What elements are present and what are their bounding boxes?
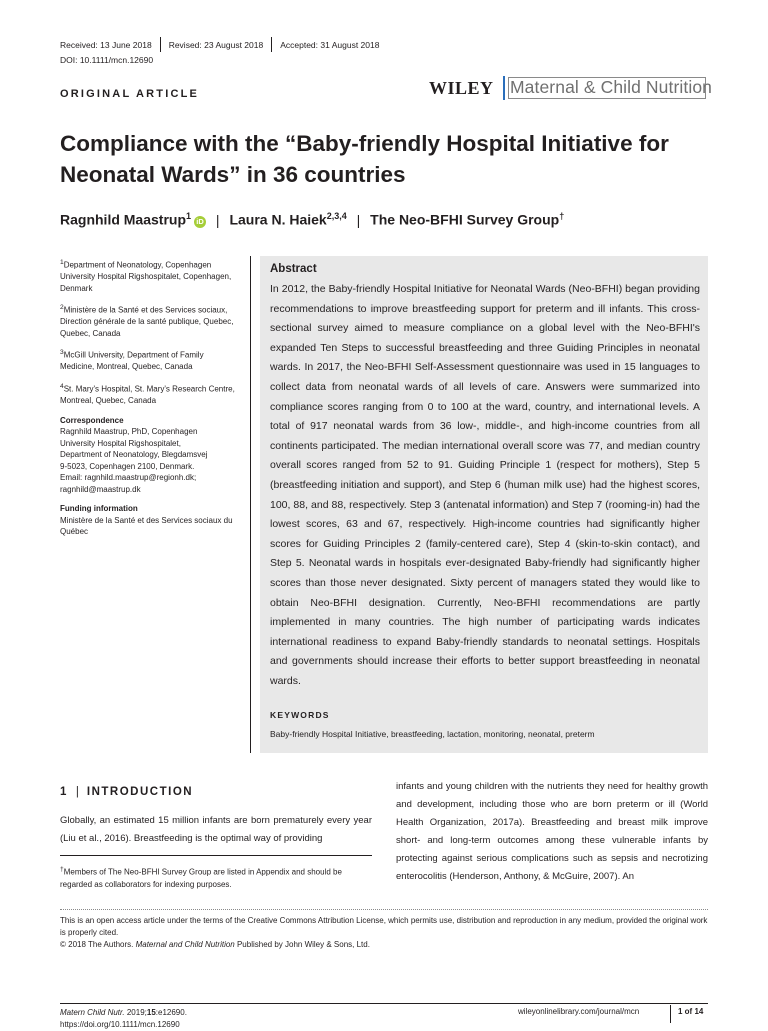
footer-separator: [670, 1005, 671, 1023]
orcid-icon[interactable]: iD: [194, 216, 206, 228]
section-title: INTRODUCTION: [86, 786, 194, 798]
journal-name: Maternal & Child Nutrition: [510, 77, 712, 97]
citation-year: 2019;: [124, 1008, 147, 1017]
citation-volume: 15: [146, 1008, 156, 1017]
author-affiliation-mark: 2,3,4: [326, 211, 347, 221]
footnote-text: Members of The Neo-BFHI Survey Group are listed in Appendix and should be regarded as collaborators for indexing purposes.: [60, 867, 342, 889]
body-text-left: Globally, an estimated 15 million infants are born prematurely every year (Liu et al., 2016). Breastfeeding is the optimal way of providing: [60, 815, 372, 844]
correspondence-email-line[interactable]: ragnhild@maastrup.dk: [60, 484, 141, 494]
author-name[interactable]: Laura N. Haiek: [229, 211, 327, 228]
correspondence-heading: Correspondence: [60, 415, 124, 425]
correspondence-details: [60, 426, 240, 495]
history-divider: [160, 37, 161, 52]
author-separator: |: [356, 211, 361, 228]
affiliation: [60, 347, 240, 373]
doi: DOI: 10.1111/mcn.12690: [60, 55, 154, 65]
author-affiliation-mark: 1: [186, 211, 192, 221]
citation: [60, 1007, 187, 1031]
abstract-heading: Abstract: [270, 263, 317, 275]
column-rule: [250, 256, 251, 753]
article-history: [60, 37, 379, 52]
accepted-date: Accepted: 31 August 2018: [280, 39, 380, 50]
affiliation: [60, 302, 240, 339]
affiliation-text: Department of Neonatology, Copenhagen University Hospital Rigshospitalet, Copenhagen, Denmark: [60, 260, 232, 293]
correspondence-line: University Hospital Rigshospitalet,: [60, 438, 181, 448]
copyright-suffix: Published by John Wiley & Sons, Ltd.: [234, 940, 370, 949]
citation-article: :e12690.: [155, 1008, 187, 1017]
keywords-heading: KEYWORDS: [270, 710, 330, 720]
author-separator: |: [215, 211, 220, 228]
author-list: [60, 211, 564, 228]
copyright-journal: Maternal and Child Nutrition: [135, 940, 235, 949]
affiliation-number: 2: [60, 304, 64, 312]
journal-site-link[interactable]: wileyonlinelibrary.com/journal/mcn: [518, 1007, 640, 1016]
abstract-text: In 2012, the Baby-friendly Hospital Initiative for Neonatal Wards (Neo-BFHI) began providing recommendations to improve breastfeeding support for preterm and ill infants. This cross-sectional survey aimed to measure compliance on a global level with the Neo-BFHI's expanded Ten Steps to successful breastfeeding and three Guiding Principles in neonatal wards. In 2017, the Neo-BFHI Self-Assessment questionnaire was used in 15 languages to collect data from neonatal wards of all levels of care. Answers were summarized into compliance scores ranging from 0 to 100 at the ward, country, and international levels. A total of 917 neonatal wards from 36 low-, middle-, and high-income countries from all continents participated. The median international overall score was 77, and median country overall scores ranged from 52 to 91. Guiding Principle 1 (respect for mothers), Step 5 (breastfeeding initiation and support), and Step 6 (human milk use) had the highest scores, 100, 88, and 88, respectively. Step 3 (antenatal information) and Step 7 (rooming-in) had the lowest scores, 63 and 67, respectively. High-income countries had significantly higher scores for Guiding Principles 2 (family-centered care), Step 4 (skin-to-skin contact), and Step 5. Neonatal wards in hospitals ever-designated Baby-friendly had significantly higher scores than those never designated. Sixty percent of managers stated they would like to obtain Neo-BFHI designation. Currently, Neo-BFHI recommendations are partly implemented in many countries. The high number of participating wards indicates international readiness to expand Baby-friendly standards to neonatal settings. Hospitals and governments should increase their efforts to better support breastfeeding in neonatal wards.: [270, 283, 700, 687]
footer-rule: [60, 1003, 708, 1004]
affiliation-text: McGill University, Department of Family Medicine, Montreal, Quebec, Canada: [60, 350, 204, 372]
publisher-logo: WILEY: [429, 78, 494, 98]
correspondence-line: Department of Neonatology, Blegdamsvej: [60, 450, 208, 460]
article-title: Compliance with the “Baby-friendly Hospital Initiative for Neonatal Wards” in 36 countries: [60, 131, 669, 187]
footnote: [60, 864, 372, 891]
citation-journal: Matern Child Nutr.: [60, 1008, 125, 1017]
keywords-text: Baby-friendly Hospital Initiative, breastfeeding, lactation, monitoring, neonatal, preterm: [270, 729, 595, 739]
section-number: 1: [60, 786, 68, 798]
author-name[interactable]: The Neo-BFHI Survey Group: [370, 211, 560, 228]
correspondence-email-line[interactable]: Email: ragnhild.maastrup@regionh.dk;: [60, 473, 197, 483]
correspondence-line: Ragnhild Maastrup, PhD, Copenhagen: [60, 427, 198, 437]
affiliation: [60, 257, 240, 294]
footnote-mark: †: [60, 866, 64, 873]
copyright-line: [60, 939, 710, 951]
license-text: This is an open access article under the terms of the Creative Commons Attribution License, which permits use, distribution and reproduction in any medium, provided the original work is properly cited.: [60, 916, 708, 937]
affiliation: [60, 381, 240, 407]
affiliations-column: [60, 257, 240, 546]
copyright-prefix: © 2018 The Authors.: [60, 940, 136, 949]
funding-text: Ministère de la Santé et des Services sociaux du Québec: [60, 515, 233, 537]
affiliation-number: 3: [60, 349, 64, 357]
section-heading: [60, 786, 193, 798]
revised-date: Revised: 23 August 2018: [168, 39, 264, 50]
affiliation-number: 4: [60, 382, 64, 390]
author-affiliation-mark: †: [559, 211, 565, 221]
affiliation-text: St. Mary's Hospital, St. Mary's Research Centre, Montreal, Quebec, Canada: [60, 384, 235, 406]
correspondence-line: 9-5023, Copenhagen 2100, Denmark.: [60, 461, 195, 471]
author-name[interactable]: Ragnhild Maastrup: [60, 211, 187, 228]
affiliation-number: 1: [60, 259, 64, 266]
funding-heading: Funding information: [60, 504, 138, 514]
license-block: [60, 915, 710, 951]
body-text-right: infants and young children with the nutrients they need for healthy growth and development, including those who are born preterm or ill (World Health Organization, 2017a). Breastfeeding and breast milk improve short- and long-term outcomes among these vulnerable infants by protecting against serious complications such as sepsis and necrotizing enterocolitis (Henderson, Anthony, & McGuire, 2007). An: [396, 781, 708, 882]
citation-doi-link[interactable]: https://doi.org/10.1111/mcn.12690: [60, 1020, 180, 1029]
footnote-rule: [60, 855, 372, 856]
history-divider: [271, 37, 272, 52]
affiliation-text: Ministère de la Santé et des Services sociaux, Direction générale de la santé publique, Quebec, Quebec, Canada: [60, 305, 234, 338]
brand-divider: [503, 76, 505, 100]
page-number: 1 of 14: [678, 1007, 704, 1016]
license-divider: [60, 909, 708, 910]
article-type: ORIGINAL ARTICLE: [60, 88, 200, 100]
received-date: Received: 13 June 2018: [60, 39, 152, 50]
section-separator: |: [75, 786, 79, 798]
